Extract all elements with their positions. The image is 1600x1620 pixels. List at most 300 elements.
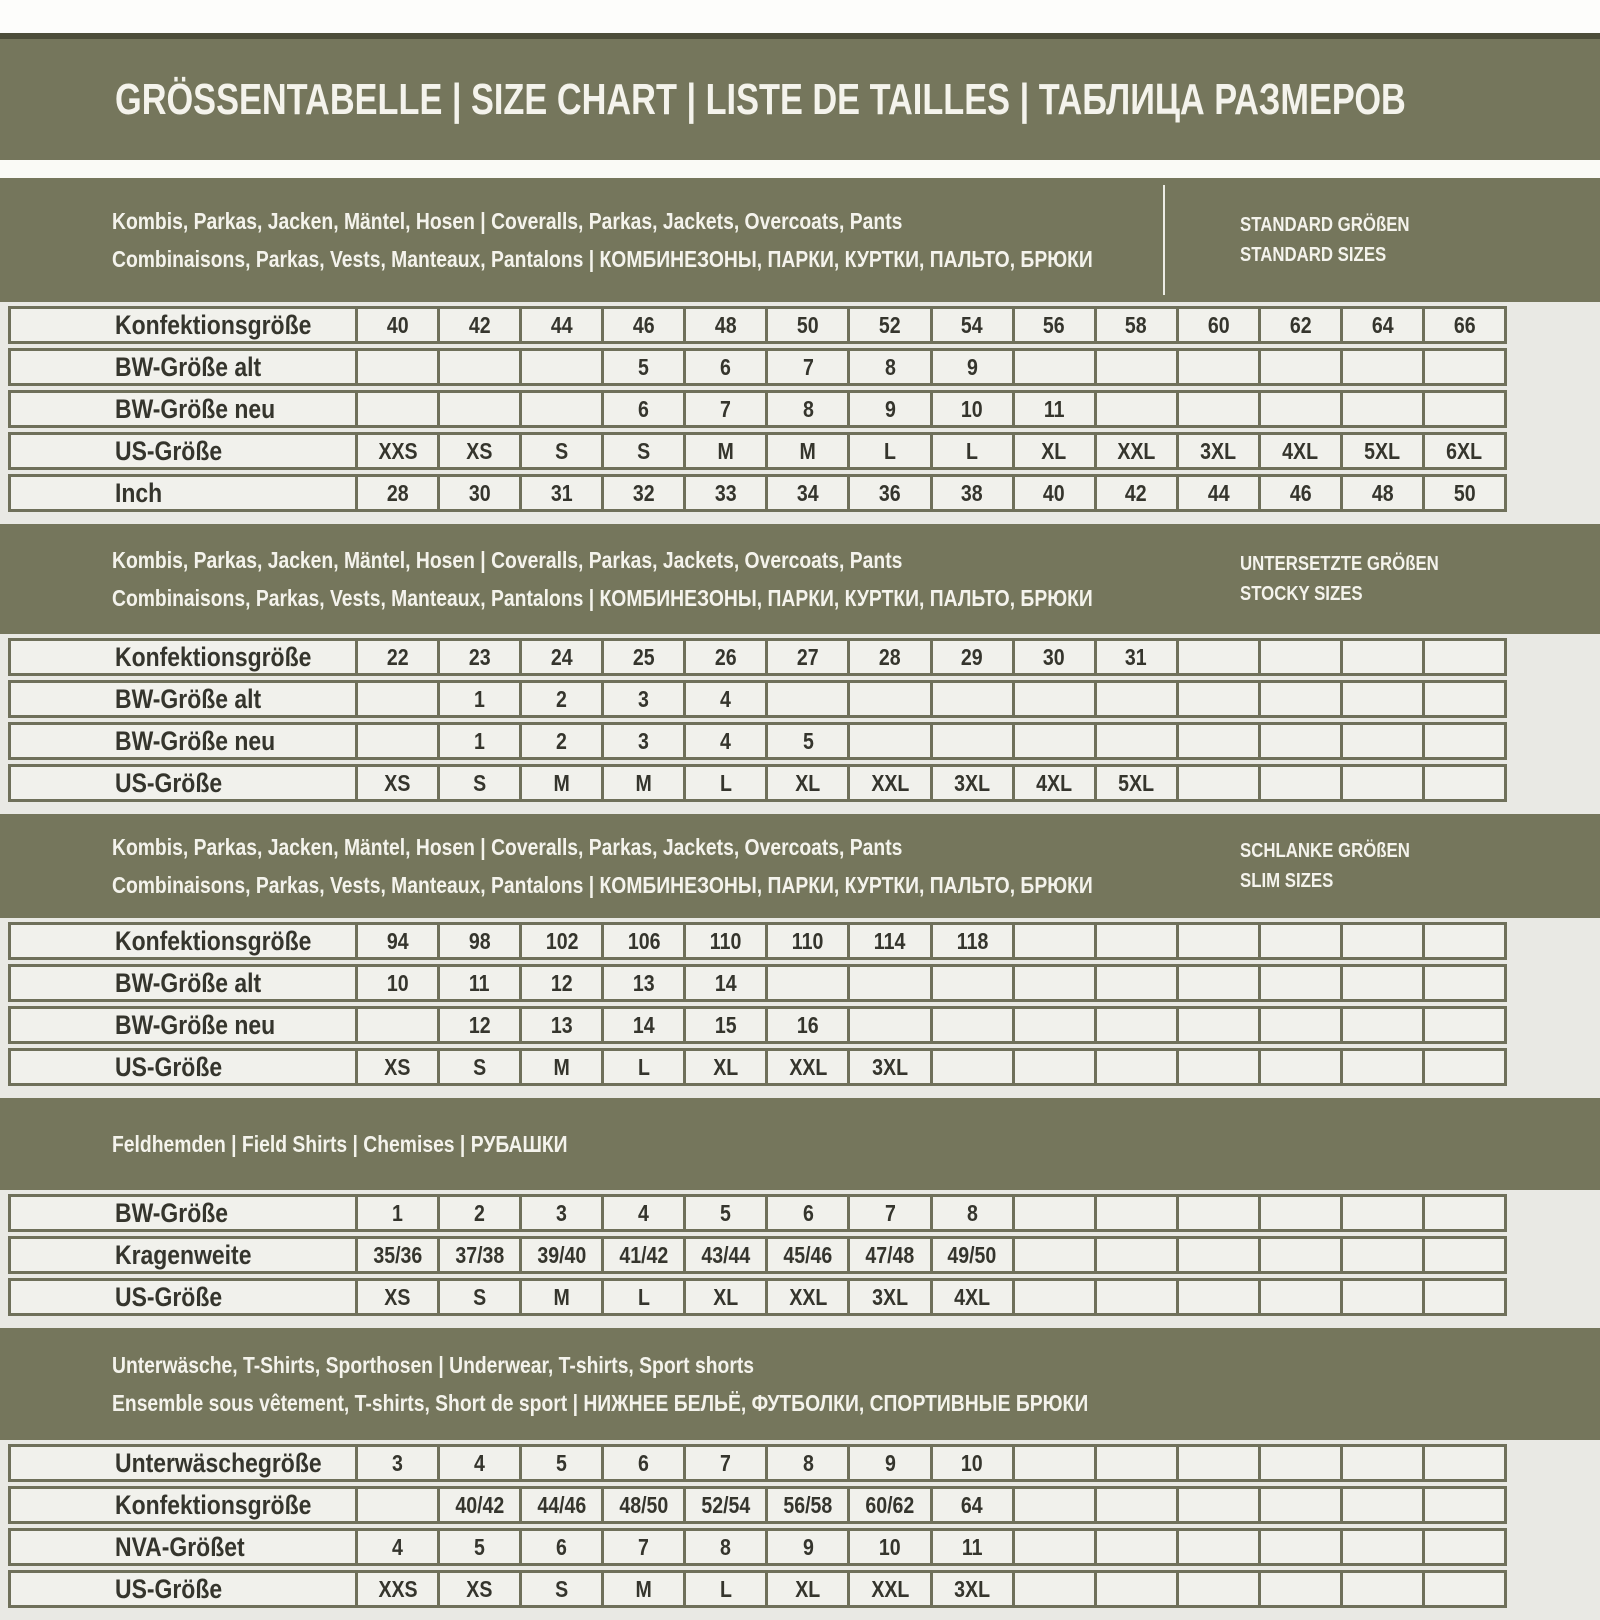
cell-value: 49/50 bbox=[947, 1241, 997, 1268]
value-cell bbox=[1340, 477, 1422, 509]
value-cell bbox=[601, 725, 683, 757]
value-cell bbox=[683, 1281, 765, 1313]
value-cell bbox=[355, 725, 437, 757]
value-cell bbox=[930, 1447, 1012, 1479]
cell-value: 6XL bbox=[1446, 437, 1483, 464]
cell-value: 44 bbox=[550, 311, 573, 338]
value-cell bbox=[1012, 1489, 1094, 1521]
value-cell bbox=[601, 1051, 683, 1083]
value-cell bbox=[519, 1281, 601, 1313]
value-cell bbox=[1340, 1531, 1422, 1563]
cell-value: 11 bbox=[1043, 395, 1065, 422]
value-cell bbox=[1258, 725, 1340, 757]
value-cell bbox=[601, 393, 683, 425]
value-cell bbox=[601, 1573, 683, 1605]
table-row bbox=[8, 474, 1507, 512]
cell-value: 50 bbox=[797, 311, 819, 338]
cell-value: 6 bbox=[802, 1199, 814, 1226]
row-label-cell bbox=[11, 925, 355, 957]
value-cell bbox=[847, 725, 929, 757]
value-cell bbox=[1422, 641, 1504, 673]
section-header-band bbox=[0, 178, 1600, 302]
cell-value: 1 bbox=[474, 685, 486, 712]
band-header-line: Unterwäsche, T-Shirts, Sporthosen | Underwear, T-shirts, Sport shorts bbox=[112, 1352, 755, 1378]
cell-value: 44 bbox=[1207, 479, 1230, 506]
cell-value: 10 bbox=[386, 969, 409, 996]
value-cell bbox=[765, 435, 847, 467]
cell-value: 114 bbox=[874, 927, 906, 954]
cell-value: 40 bbox=[386, 311, 409, 338]
cell-value: 98 bbox=[468, 927, 491, 954]
cell-value: XXL bbox=[870, 1575, 910, 1602]
value-cell bbox=[683, 641, 765, 673]
value-cell bbox=[765, 1573, 847, 1605]
value-cell bbox=[765, 641, 847, 673]
size-table-section bbox=[0, 178, 1600, 524]
value-cell bbox=[683, 1447, 765, 1479]
value-cell bbox=[1422, 1281, 1504, 1313]
value-cell bbox=[1094, 393, 1176, 425]
cell-value: 94 bbox=[386, 927, 409, 954]
value-cell bbox=[601, 1531, 683, 1563]
value-cell bbox=[1094, 1573, 1176, 1605]
value-cell bbox=[1176, 1239, 1258, 1271]
value-cell bbox=[355, 435, 437, 467]
value-cell bbox=[683, 1531, 765, 1563]
value-cell bbox=[355, 967, 437, 999]
cell-value: 60/62 bbox=[865, 1491, 915, 1518]
cell-value: 44/46 bbox=[537, 1491, 587, 1518]
value-cell bbox=[765, 1009, 847, 1041]
value-cell bbox=[847, 767, 929, 799]
value-cell bbox=[1094, 683, 1176, 715]
value-cell bbox=[1422, 967, 1504, 999]
value-cell bbox=[847, 1573, 929, 1605]
value-cell bbox=[1258, 1281, 1340, 1313]
title-band bbox=[0, 33, 1600, 160]
value-cell bbox=[1340, 1447, 1422, 1479]
row-label-cell bbox=[11, 641, 355, 673]
cell-value: 62 bbox=[1289, 311, 1312, 338]
value-cell bbox=[683, 309, 765, 341]
value-cell bbox=[1258, 1239, 1340, 1271]
value-cell bbox=[765, 1531, 847, 1563]
value-cell bbox=[1340, 309, 1422, 341]
value-cell bbox=[437, 1009, 519, 1041]
value-cell bbox=[847, 393, 929, 425]
band-header-line: Combinaisons, Parkas, Vests, Manteaux, Pantalons | КОМБИНЕЗОНЫ, ПАРКИ, КУРТКИ, ПАЛЬТО, БРЮКИ bbox=[112, 585, 1093, 611]
value-cell bbox=[1258, 967, 1340, 999]
row-label-cell bbox=[11, 393, 355, 425]
cell-value: 7 bbox=[638, 1533, 650, 1560]
value-cell bbox=[765, 351, 847, 383]
value-cell bbox=[930, 683, 1012, 715]
value-cell bbox=[1094, 767, 1176, 799]
value-cell bbox=[1176, 1531, 1258, 1563]
cell-value: 7 bbox=[884, 1199, 896, 1226]
cell-value: 4XL bbox=[1282, 437, 1319, 464]
band-side-label bbox=[1240, 524, 1477, 634]
cell-value: 41/42 bbox=[619, 1241, 669, 1268]
value-cell bbox=[355, 393, 437, 425]
value-cell bbox=[1094, 309, 1176, 341]
cell-value: 15 bbox=[714, 1011, 737, 1038]
value-cell bbox=[601, 683, 683, 715]
row-label-cell bbox=[11, 1239, 355, 1271]
value-cell bbox=[601, 1447, 683, 1479]
value-cell bbox=[1012, 1531, 1094, 1563]
value-cell bbox=[437, 1197, 519, 1229]
cell-value: 39/40 bbox=[537, 1241, 587, 1268]
cell-value: 3XL bbox=[1200, 437, 1237, 464]
cell-value: 38 bbox=[961, 479, 983, 506]
cell-value: 30 bbox=[468, 479, 491, 506]
value-cell bbox=[1012, 1009, 1094, 1041]
cell-value: 5 bbox=[802, 727, 814, 754]
value-cell bbox=[1094, 477, 1176, 509]
value-cell bbox=[1176, 725, 1258, 757]
band-divider-line bbox=[1163, 185, 1165, 295]
cell-value: XL bbox=[713, 1283, 739, 1310]
value-cell bbox=[601, 435, 683, 467]
cell-value: 28 bbox=[386, 479, 409, 506]
section-header-band bbox=[0, 1098, 1600, 1190]
value-cell bbox=[847, 435, 929, 467]
value-cell bbox=[355, 477, 437, 509]
side-label-line: STANDARD SIZES bbox=[1240, 244, 1387, 266]
cell-value: 40 bbox=[1043, 479, 1066, 506]
table-row bbox=[8, 1006, 1507, 1044]
section-gap bbox=[0, 1320, 1600, 1328]
cell-value: 23 bbox=[468, 643, 491, 670]
cell-value: XXL bbox=[788, 1053, 827, 1080]
value-cell bbox=[519, 1531, 601, 1563]
value-cell bbox=[437, 351, 519, 383]
cell-value: 42 bbox=[1125, 479, 1148, 506]
table-row bbox=[8, 1528, 1507, 1566]
value-cell bbox=[765, 1051, 847, 1083]
value-cell bbox=[1258, 1447, 1340, 1479]
cell-value: 13 bbox=[632, 969, 655, 996]
value-cell bbox=[1422, 683, 1504, 715]
row-label: NVA-Größet bbox=[115, 1531, 245, 1562]
value-cell bbox=[1094, 1489, 1176, 1521]
side-label-line: SLIM SIZES bbox=[1240, 870, 1334, 892]
value-cell bbox=[1422, 393, 1504, 425]
value-cell bbox=[355, 1009, 437, 1041]
cell-value: 14 bbox=[714, 969, 737, 996]
table-row bbox=[8, 432, 1507, 470]
table-row bbox=[8, 680, 1507, 718]
value-cell bbox=[1340, 1239, 1422, 1271]
value-cell bbox=[1422, 1239, 1504, 1271]
row-label-cell bbox=[11, 351, 355, 383]
cell-value: 11 bbox=[469, 969, 490, 996]
size-table bbox=[8, 302, 1507, 512]
value-cell bbox=[683, 1009, 765, 1041]
value-cell bbox=[930, 641, 1012, 673]
cell-value: 2 bbox=[556, 727, 568, 754]
cell-value: 52/54 bbox=[701, 1491, 751, 1518]
cell-value: XXL bbox=[870, 769, 910, 796]
cell-value: 5XL bbox=[1364, 437, 1401, 464]
cell-value: M bbox=[635, 769, 652, 796]
value-cell bbox=[1012, 1281, 1094, 1313]
cell-value: 118 bbox=[956, 927, 988, 954]
value-cell bbox=[1422, 1197, 1504, 1229]
table-row bbox=[8, 722, 1507, 760]
value-cell bbox=[1094, 1197, 1176, 1229]
cell-value: XL bbox=[713, 1053, 739, 1080]
cell-value: 14 bbox=[632, 1011, 655, 1038]
row-label-cell bbox=[11, 1009, 355, 1041]
value-cell bbox=[1422, 435, 1504, 467]
value-cell bbox=[437, 767, 519, 799]
value-cell bbox=[601, 925, 683, 957]
value-cell bbox=[1340, 641, 1422, 673]
cell-value: 16 bbox=[797, 1011, 819, 1038]
size-table-section bbox=[0, 814, 1600, 1098]
value-cell bbox=[1340, 767, 1422, 799]
value-cell bbox=[1340, 1281, 1422, 1313]
value-cell bbox=[930, 1009, 1012, 1041]
value-cell bbox=[519, 967, 601, 999]
cell-value: 6 bbox=[720, 353, 732, 380]
cell-value: 4 bbox=[474, 1449, 486, 1476]
row-label-cell bbox=[11, 309, 355, 341]
value-cell bbox=[765, 767, 847, 799]
value-cell bbox=[1340, 393, 1422, 425]
cell-value: 4XL bbox=[954, 1283, 991, 1310]
value-cell bbox=[1258, 1531, 1340, 1563]
value-cell bbox=[683, 725, 765, 757]
value-cell bbox=[437, 1239, 519, 1271]
cell-value: 31 bbox=[1125, 643, 1148, 670]
cell-value: 58 bbox=[1125, 311, 1148, 338]
value-cell bbox=[519, 1239, 601, 1271]
row-label: Konfektionsgröße bbox=[115, 641, 312, 672]
cell-value: 5 bbox=[638, 353, 650, 380]
row-label: Konfektionsgröße bbox=[115, 309, 312, 340]
side-label-line: SCHLANKE GRÖßEN bbox=[1240, 840, 1410, 862]
cell-value: S bbox=[555, 1575, 569, 1602]
row-label: BW-Größe neu bbox=[115, 393, 276, 424]
value-cell bbox=[1422, 1051, 1504, 1083]
value-cell bbox=[519, 1573, 601, 1605]
value-cell bbox=[601, 309, 683, 341]
cell-value: 5 bbox=[556, 1449, 568, 1476]
cell-value: XL bbox=[795, 769, 821, 796]
value-cell bbox=[847, 1009, 929, 1041]
value-cell bbox=[1012, 725, 1094, 757]
row-label: US-Größe bbox=[115, 1573, 223, 1604]
value-cell bbox=[355, 1531, 437, 1563]
cell-value: 54 bbox=[961, 311, 983, 338]
section-gap bbox=[0, 516, 1600, 524]
value-cell bbox=[601, 477, 683, 509]
cell-value: 43/44 bbox=[701, 1241, 751, 1268]
value-cell bbox=[683, 351, 765, 383]
cell-value: 7 bbox=[802, 353, 814, 380]
cell-value: 42 bbox=[468, 311, 491, 338]
cell-value: M bbox=[553, 1053, 570, 1080]
value-cell bbox=[355, 767, 437, 799]
value-cell bbox=[1176, 435, 1258, 467]
value-cell bbox=[765, 1197, 847, 1229]
value-cell bbox=[765, 309, 847, 341]
cell-value: M bbox=[717, 437, 734, 464]
band-header-line: Kombis, Parkas, Jacken, Mäntel, Hosen | Coveralls, Parkas, Jackets, Overcoats, Pants bbox=[112, 547, 903, 573]
value-cell bbox=[847, 925, 929, 957]
cell-value: XXL bbox=[1117, 437, 1156, 464]
value-cell bbox=[765, 1239, 847, 1271]
row-label: BW-Größe neu bbox=[115, 1009, 276, 1040]
value-cell bbox=[847, 477, 929, 509]
value-cell bbox=[1422, 1447, 1504, 1479]
value-cell bbox=[930, 725, 1012, 757]
value-cell bbox=[355, 309, 437, 341]
value-cell bbox=[683, 393, 765, 425]
cell-value: 1 bbox=[392, 1199, 403, 1226]
value-cell bbox=[1094, 967, 1176, 999]
value-cell bbox=[1176, 967, 1258, 999]
value-cell bbox=[1176, 393, 1258, 425]
cell-value: 52 bbox=[879, 311, 901, 338]
value-cell bbox=[1094, 925, 1176, 957]
value-cell bbox=[1340, 1573, 1422, 1605]
cell-value: M bbox=[553, 769, 570, 796]
value-cell bbox=[1340, 1051, 1422, 1083]
cell-value: M bbox=[553, 1283, 570, 1310]
value-cell bbox=[1012, 767, 1094, 799]
row-label-cell bbox=[11, 683, 355, 715]
size-table bbox=[8, 634, 1507, 802]
band-header-line: Ensemble sous vêtement, T-shirts, Short de sport | НИЖНЕЕ БЕЛЬЁ, ФУТБОЛКИ, СПОРТИВНЫЕ БРЮКИ bbox=[112, 1390, 1089, 1416]
cell-value: XS bbox=[466, 1575, 493, 1602]
table-row bbox=[8, 1048, 1507, 1086]
cell-value: 11 bbox=[961, 1533, 983, 1560]
value-cell bbox=[1094, 1051, 1176, 1083]
cell-value: 3 bbox=[556, 1199, 568, 1226]
value-cell bbox=[601, 1239, 683, 1271]
cell-value: XL bbox=[1041, 437, 1067, 464]
cell-value: 36 bbox=[879, 479, 901, 506]
cell-value: L bbox=[966, 437, 979, 464]
value-cell bbox=[1340, 351, 1422, 383]
cell-value: 27 bbox=[797, 643, 819, 670]
value-cell bbox=[601, 1281, 683, 1313]
row-label: BW-Größe bbox=[115, 1197, 229, 1228]
value-cell bbox=[437, 1281, 519, 1313]
cell-value: 10 bbox=[879, 1533, 901, 1560]
cell-value: 26 bbox=[714, 643, 737, 670]
value-cell bbox=[1094, 1239, 1176, 1271]
value-cell bbox=[765, 683, 847, 715]
value-cell bbox=[355, 925, 437, 957]
size-table bbox=[8, 1440, 1507, 1608]
cell-value: 50 bbox=[1453, 479, 1476, 506]
value-cell bbox=[765, 925, 847, 957]
value-cell bbox=[847, 351, 929, 383]
cell-value: 2 bbox=[474, 1199, 486, 1226]
value-cell bbox=[1176, 477, 1258, 509]
value-cell bbox=[1094, 1009, 1176, 1041]
value-cell bbox=[1258, 925, 1340, 957]
value-cell bbox=[1012, 1573, 1094, 1605]
cell-value: 7 bbox=[720, 395, 732, 422]
band-header-line: Kombis, Parkas, Jacken, Mäntel, Hosen | Coveralls, Parkas, Jackets, Overcoats, Pants bbox=[112, 208, 903, 234]
value-cell bbox=[519, 1051, 601, 1083]
value-cell bbox=[601, 1009, 683, 1041]
band-header-line: Feldhemden | Field Shirts | Chemises | РУБАШКИ bbox=[112, 1131, 568, 1157]
value-cell bbox=[1340, 1197, 1422, 1229]
value-cell bbox=[519, 1197, 601, 1229]
value-cell bbox=[1258, 1051, 1340, 1083]
row-label: BW-Größe alt bbox=[115, 351, 262, 382]
value-cell bbox=[1012, 309, 1094, 341]
value-cell bbox=[1176, 641, 1258, 673]
row-label-cell bbox=[11, 477, 355, 509]
value-cell bbox=[1094, 435, 1176, 467]
value-cell bbox=[930, 477, 1012, 509]
value-cell bbox=[437, 1447, 519, 1479]
cell-value: 4 bbox=[638, 1199, 650, 1226]
value-cell bbox=[519, 767, 601, 799]
value-cell bbox=[1422, 925, 1504, 957]
value-cell bbox=[1176, 309, 1258, 341]
value-cell bbox=[355, 351, 437, 383]
cell-value: 3 bbox=[638, 685, 650, 712]
cell-value: 13 bbox=[550, 1011, 573, 1038]
cell-value: 37/38 bbox=[455, 1241, 505, 1268]
table-row bbox=[8, 764, 1507, 802]
section-header-band bbox=[0, 524, 1600, 634]
side-label-line: STOCKY SIZES bbox=[1240, 583, 1363, 605]
cell-value: 3 bbox=[638, 727, 650, 754]
value-cell bbox=[1094, 725, 1176, 757]
value-cell bbox=[519, 683, 601, 715]
value-cell bbox=[1012, 641, 1094, 673]
value-cell bbox=[1176, 1009, 1258, 1041]
cell-value: 110 bbox=[792, 927, 824, 954]
value-cell bbox=[1422, 1009, 1504, 1041]
row-label-cell bbox=[11, 435, 355, 467]
value-cell bbox=[601, 641, 683, 673]
value-cell bbox=[765, 477, 847, 509]
value-cell bbox=[601, 1489, 683, 1521]
value-cell bbox=[1340, 435, 1422, 467]
value-cell bbox=[437, 725, 519, 757]
cell-value: 3XL bbox=[872, 1053, 908, 1080]
value-cell bbox=[930, 1281, 1012, 1313]
row-label-cell bbox=[11, 1573, 355, 1605]
value-cell bbox=[519, 1447, 601, 1479]
cell-value: XXS bbox=[377, 437, 418, 464]
value-cell bbox=[1258, 1489, 1340, 1521]
value-cell bbox=[1422, 309, 1504, 341]
value-cell bbox=[1012, 1051, 1094, 1083]
value-cell bbox=[1258, 1009, 1340, 1041]
value-cell bbox=[683, 767, 765, 799]
cell-value: 30 bbox=[1043, 643, 1066, 670]
value-cell bbox=[1258, 435, 1340, 467]
value-cell bbox=[930, 1531, 1012, 1563]
side-label-line: UNTERSETZTE GRÖßEN bbox=[1240, 553, 1439, 575]
value-cell bbox=[683, 683, 765, 715]
value-cell bbox=[437, 309, 519, 341]
value-cell bbox=[1422, 767, 1504, 799]
size-table-section bbox=[0, 524, 1600, 814]
